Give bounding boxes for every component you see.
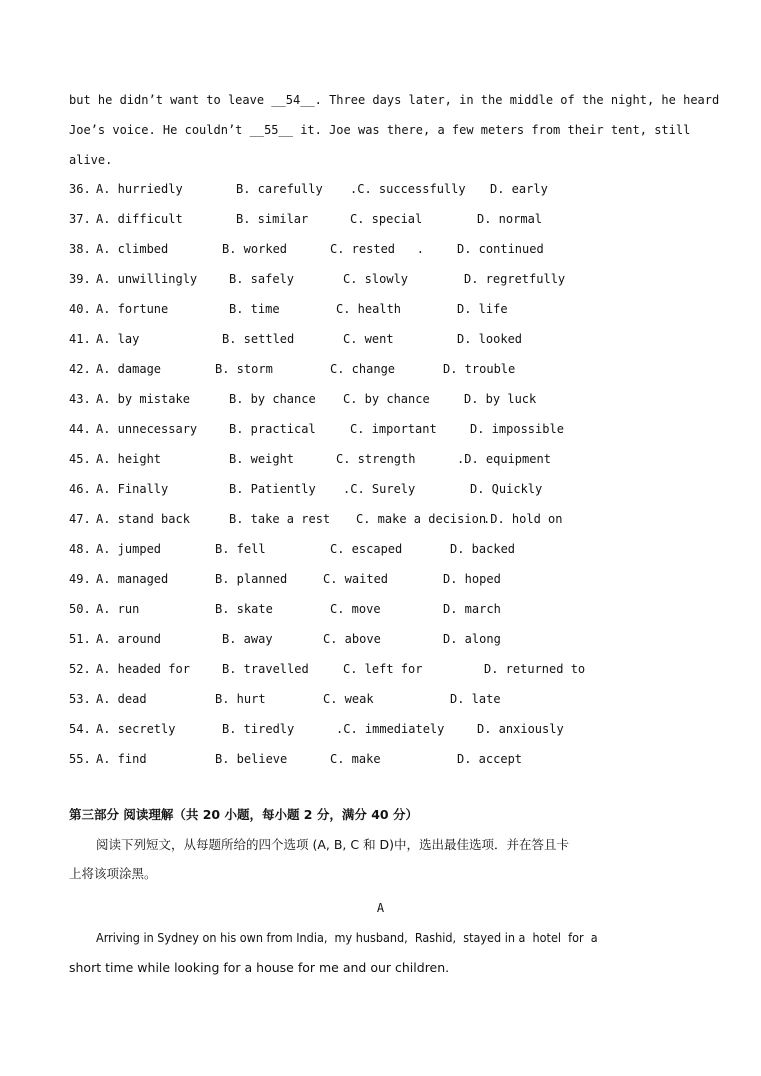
passage-label: A bbox=[376, 901, 385, 915]
passage-line-3: alive. bbox=[69, 153, 113, 167]
option-a: A. jumped bbox=[96, 542, 162, 556]
option-c: .C. immediately bbox=[336, 722, 445, 736]
option-b: B. away bbox=[222, 632, 273, 646]
question-number: 55. bbox=[69, 752, 91, 766]
question-row bbox=[69, 661, 709, 677]
option-c: C. escaped bbox=[330, 542, 403, 556]
option-d: D. impossible bbox=[470, 422, 564, 436]
instruction-line-2: 上将该项涂黑。 bbox=[69, 866, 157, 881]
question-number: 48. bbox=[69, 542, 91, 556]
option-c: C. health bbox=[336, 302, 402, 316]
instruction-line-1: 阅读下列短文，从每题所给的四个选项 (A, B, C 和 D)中，选出最佳选项．并在答且卡 bbox=[96, 837, 570, 852]
option-c: .C. successfully bbox=[350, 182, 466, 196]
option-c: C. waited bbox=[323, 572, 389, 586]
option-d: D. regretfully bbox=[464, 272, 566, 286]
question-row bbox=[69, 391, 709, 407]
question-number: 45. bbox=[69, 452, 91, 466]
option-b: B. hurt bbox=[215, 692, 266, 706]
option-c: C. left for bbox=[343, 662, 423, 676]
question-number: 49. bbox=[69, 572, 91, 586]
option-d: D. life bbox=[457, 302, 508, 316]
question-row bbox=[69, 181, 709, 197]
question-number: 52. bbox=[69, 662, 91, 676]
option-c: C. make bbox=[330, 752, 381, 766]
option-a: A. fortune bbox=[96, 302, 169, 316]
option-b: B. travelled bbox=[222, 662, 309, 676]
option-d: D. backed bbox=[450, 542, 516, 556]
section-heading: 第三部分 阅读理解（共 20 小题，每小题 2 分，满分 40 分） bbox=[69, 807, 418, 822]
option-a: A. hurriedly bbox=[96, 182, 183, 196]
option-c: C. went bbox=[343, 332, 394, 346]
option-a: A. height bbox=[96, 452, 162, 466]
option-b: B. Patiently bbox=[229, 482, 316, 496]
question-number: 50. bbox=[69, 602, 91, 616]
question-row bbox=[69, 301, 709, 317]
question-row bbox=[69, 421, 709, 437]
question-number: 53. bbox=[69, 692, 91, 706]
option-a: A. damage bbox=[96, 362, 162, 376]
passage-line-1: but he didn’t want to leave __54__. Three days later, in the middle of the night, he heard bbox=[69, 93, 720, 107]
option-a: A. around bbox=[96, 632, 162, 646]
option-c: C. rested . bbox=[330, 242, 424, 256]
question-row bbox=[69, 571, 709, 587]
option-c: C. weak bbox=[323, 692, 374, 706]
question-number: 43. bbox=[69, 392, 91, 406]
option-d: D. accept bbox=[457, 752, 523, 766]
option-b: B. fell bbox=[215, 542, 266, 556]
question-number: 41. bbox=[69, 332, 91, 346]
option-a: A. unnecessary bbox=[96, 422, 198, 436]
option-b: B. time bbox=[229, 302, 280, 316]
option-a: A. find bbox=[96, 752, 147, 766]
option-d: D. late bbox=[450, 692, 501, 706]
option-b: B. practical bbox=[229, 422, 316, 436]
option-a: A. difficult bbox=[96, 212, 183, 226]
option-b: B. weight bbox=[229, 452, 295, 466]
option-d: D. march bbox=[443, 602, 501, 616]
option-a: A. stand back bbox=[96, 512, 190, 526]
question-number: 44. bbox=[69, 422, 91, 436]
question-row bbox=[69, 241, 709, 257]
passage-line-2: Joe’s voice. He couldn’t __55__ it. Joe was there, a few meters from their tent, still bbox=[69, 123, 691, 137]
reading-line-2: short time while looking for a house for me and our children. bbox=[69, 960, 450, 975]
option-b: B. settled bbox=[222, 332, 295, 346]
option-c: C. move bbox=[330, 602, 381, 616]
option-b: B. take a rest bbox=[229, 512, 331, 526]
question-number: 47. bbox=[69, 512, 91, 526]
option-d: D. by luck bbox=[464, 392, 537, 406]
question-row bbox=[69, 211, 709, 227]
question-row bbox=[69, 361, 709, 377]
question-row bbox=[69, 721, 709, 737]
question-number: 39. bbox=[69, 272, 91, 286]
option-d: D. continued bbox=[457, 242, 544, 256]
question-row bbox=[69, 451, 709, 467]
question-number: 54. bbox=[69, 722, 91, 736]
option-a: A. secretly bbox=[96, 722, 176, 736]
option-b: B. worked bbox=[222, 242, 288, 256]
question-row bbox=[69, 541, 709, 557]
option-c: C. slowly bbox=[343, 272, 409, 286]
question-number: 42. bbox=[69, 362, 91, 376]
option-b: B. safely bbox=[229, 272, 295, 286]
option-b: B. by chance bbox=[229, 392, 316, 406]
option-a: A. run bbox=[96, 602, 140, 616]
option-c: C. strength bbox=[336, 452, 416, 466]
question-number: 36. bbox=[69, 182, 91, 196]
question-row bbox=[69, 751, 709, 767]
option-c: C. by chance bbox=[343, 392, 430, 406]
option-b: B. tiredly bbox=[222, 722, 295, 736]
question-row bbox=[69, 481, 709, 497]
option-d: D. hoped bbox=[443, 572, 501, 586]
option-d: D. looked bbox=[457, 332, 523, 346]
option-b: B. planned bbox=[215, 572, 288, 586]
question-row bbox=[69, 511, 709, 527]
option-d: D. anxiously bbox=[477, 722, 564, 736]
option-c: C. make a decision bbox=[356, 512, 487, 526]
question-row bbox=[69, 631, 709, 647]
option-b: B. storm bbox=[215, 362, 273, 376]
reading-line-1: Arriving in Sydney on his own from India, my husband, Rashid, stayed in a hotel for a bbox=[96, 930, 598, 945]
option-d: .D. hold on bbox=[483, 512, 563, 526]
question-number: 46. bbox=[69, 482, 91, 496]
option-d: D. normal bbox=[477, 212, 543, 226]
option-c: C. important bbox=[350, 422, 437, 436]
option-d: .D. equipment bbox=[457, 452, 551, 466]
option-a: A. Finally bbox=[96, 482, 169, 496]
option-c: .C. Surely bbox=[343, 482, 416, 496]
option-d: D. trouble bbox=[443, 362, 516, 376]
option-a: A. headed for bbox=[96, 662, 190, 676]
option-d: D. early bbox=[490, 182, 548, 196]
question-number: 37. bbox=[69, 212, 91, 226]
question-row bbox=[69, 691, 709, 707]
question-row bbox=[69, 601, 709, 617]
option-d: D. along bbox=[443, 632, 501, 646]
question-row bbox=[69, 271, 709, 287]
option-a: A. managed bbox=[96, 572, 169, 586]
question-number: 51. bbox=[69, 632, 91, 646]
option-a: A. unwillingly bbox=[96, 272, 198, 286]
option-d: D. Quickly bbox=[470, 482, 543, 496]
option-a: A. by mistake bbox=[96, 392, 190, 406]
option-b: B. similar bbox=[236, 212, 309, 226]
option-a: A. dead bbox=[96, 692, 147, 706]
question-row bbox=[69, 331, 709, 347]
option-a: A. lay bbox=[96, 332, 140, 346]
option-b: B. carefully bbox=[236, 182, 323, 196]
option-d: D. returned to bbox=[484, 662, 586, 676]
option-b: B. believe bbox=[215, 752, 288, 766]
option-c: C. special bbox=[350, 212, 423, 226]
question-number: 38. bbox=[69, 242, 91, 256]
option-c: C. above bbox=[323, 632, 381, 646]
option-b: B. skate bbox=[215, 602, 273, 616]
question-number: 40. bbox=[69, 302, 91, 316]
option-a: A. climbed bbox=[96, 242, 169, 256]
option-c: C. change bbox=[330, 362, 396, 376]
